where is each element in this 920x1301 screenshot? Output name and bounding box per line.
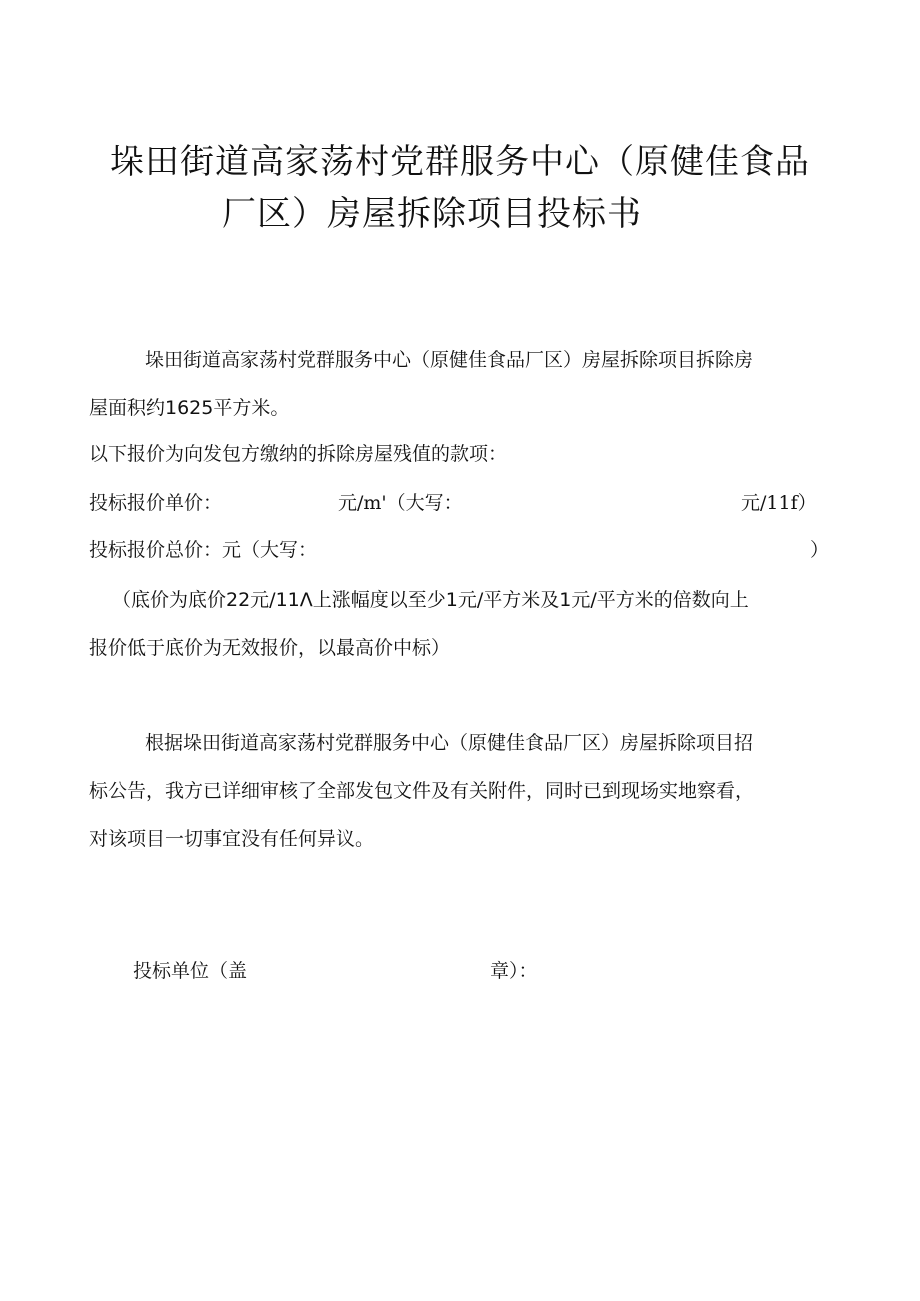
- intro-line-1: 垛田街道高家荡村党群服务中心（原健佳食品厂区）房屋拆除项目拆除房: [145, 349, 754, 371]
- price-intro: 以下报价为向发包方缴纳的拆除房屋残值的款项：: [89, 443, 508, 465]
- note-line-1: （底价为底价22元/11Λ上涨幅度以至少1元/平方米及1元/平方米的倍数向上: [112, 589, 749, 611]
- unit-price-unit-row: [338, 490, 463, 516]
- unit-price-unit: 元/m': [338, 492, 387, 514]
- document-title-line-2: 厂区）房屋拆除项目投标书: [222, 194, 642, 234]
- total-price-label: 投标报价总价：元（大写：: [89, 539, 318, 561]
- intro-line-2: 屋面积约1625平方米。: [89, 397, 290, 419]
- note-line-2: 报价低于底价为无效报价，以最高价中标）: [89, 637, 451, 659]
- document-title-line-1: 垛田街道高家荡村党群服务中心（原健佳食品: [110, 142, 810, 182]
- signature-label-part-1: 投标单位（盖: [133, 960, 248, 982]
- total-price-end: ）: [810, 539, 830, 561]
- declaration-line-1: 根据垛田街道高家荡村党群服务中心（原健佳食品厂区）房屋拆除项目招: [145, 732, 754, 754]
- unit-price-daxie: （大写：: [386, 492, 463, 514]
- unit-price-label: 投标报价单价：: [89, 492, 223, 514]
- declaration-line-2: 标公告，我方已详细审核了全部发包文件及有关附件，同时已到现场实地察看，: [89, 780, 755, 802]
- unit-price-end: 元/11f）: [741, 492, 817, 514]
- declaration-line-3: 对该项目一切事宜没有任何异议。: [89, 828, 375, 850]
- signature-label-part-2: 章）：: [490, 960, 538, 982]
